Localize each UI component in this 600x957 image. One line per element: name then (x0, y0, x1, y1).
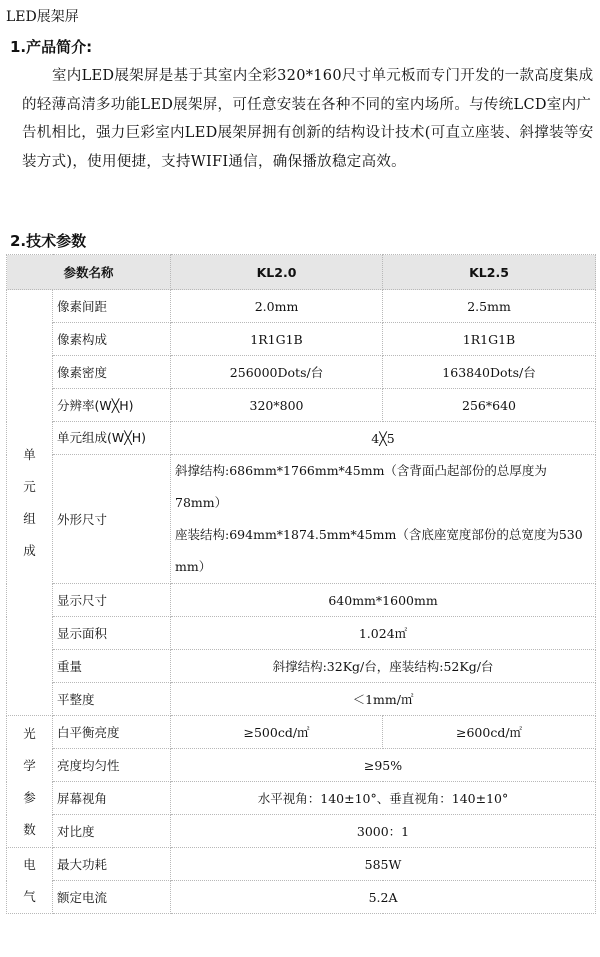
table-row (7, 716, 596, 749)
table-row (7, 683, 596, 716)
table-header-row (7, 255, 596, 290)
table-row (7, 356, 596, 389)
table-row (7, 422, 596, 455)
intro-paragraph: 室内LED展架屏是基于其室内全彩320*160尺寸单元板而专门开发的一款高度集成的轻薄高清多功能LED展架屏，可任意安装在各种不同的室内场所。与传统LCD室内广告机相比，强力巨彩室内LED展架屏拥有创新的结构设计技术(可直立座装、斜撑装等安装方式)，使用便捷，支持WIFI通信，确保播放稳定高效。 (22, 68, 594, 170)
cell-dimensions (171, 455, 596, 584)
row-label: 白平衡亮度 (53, 716, 171, 749)
table-row (7, 881, 596, 914)
row-label: 亮度均匀性 (53, 749, 171, 782)
row-label: 显示面积 (53, 617, 171, 650)
cell-value: 5.2A (171, 881, 596, 914)
cell-kl25: 1R1G1B (383, 323, 596, 356)
row-label: 显示尺寸 (53, 584, 171, 617)
row-label: 像素间距 (53, 290, 171, 323)
cell-kl20: 256000Dots/台 (171, 356, 383, 389)
table-row (7, 815, 596, 848)
cell-kl20: 1R1G1B (171, 323, 383, 356)
table-row (7, 782, 596, 815)
dimension-line-slant: 斜撑结构:686mm*1766mm*45mm（含背面凸起部份的总厚度为78mm） (175, 463, 547, 510)
row-label: 对比度 (53, 815, 171, 848)
cell-value: ＜1mm/㎡ (171, 683, 596, 716)
cell-value: 640mm*1600mm (171, 584, 596, 617)
row-label: 重量 (53, 650, 171, 683)
table-row (7, 848, 596, 881)
group-label-unit: 单 元 组 成 (7, 290, 53, 716)
cell-value: 水平视角：140±10°、垂直视角：140±10° (171, 782, 596, 815)
row-label: 外形尺寸 (53, 455, 171, 584)
cell-value: 1.024㎡ (171, 617, 596, 650)
row-label: 分辨率(W╳H) (53, 389, 171, 422)
group-label-electric: 电 气 (7, 848, 53, 914)
dimension-line-seat: 座装结构:694mm*1874.5mm*45mm（含底座宽度部份的总宽度为530 mm） (175, 527, 583, 574)
doc-title: LED展架屏 (6, 9, 79, 25)
table-row (7, 650, 596, 683)
cell-value: 斜撑结构:32Kg/台，座装结构:52Kg/台 (171, 650, 596, 683)
cell-value: 3000：1 (171, 815, 596, 848)
row-label: 像素密度 (53, 356, 171, 389)
cell-kl25: 256*640 (383, 389, 596, 422)
cell-kl20: 320*800 (171, 389, 383, 422)
header-kl20: KL2.0 (171, 255, 383, 290)
spec-table (6, 254, 596, 914)
cell-kl20: 2.0mm (171, 290, 383, 323)
row-label: 最大功耗 (53, 848, 171, 881)
header-kl25: KL2.5 (383, 255, 596, 290)
cell-value: 585W (171, 848, 596, 881)
row-label: 屏幕视角 (53, 782, 171, 815)
group-label-optical: 光 学 参 数 (7, 716, 53, 848)
header-param-name: 参数名称 (7, 255, 171, 290)
row-label: 单元组成(W╳H) (53, 422, 171, 455)
cell-kl20: ≥500cd/㎡ (171, 716, 383, 749)
table-row (7, 290, 596, 323)
cell-value: ≥95% (171, 749, 596, 782)
table-row (7, 455, 596, 584)
cell-kl25: 163840Dots/台 (383, 356, 596, 389)
table-row (7, 584, 596, 617)
table-row (7, 749, 596, 782)
row-label: 平整度 (53, 683, 171, 716)
row-label: 像素构成 (53, 323, 171, 356)
section-heading-specs: 2.技术参数 (10, 232, 87, 250)
row-label: 额定电流 (53, 881, 171, 914)
table-row (7, 389, 596, 422)
table-row (7, 617, 596, 650)
cell-kl25: 2.5mm (383, 290, 596, 323)
table-row (7, 323, 596, 356)
cell-kl25: ≥600cd/㎡ (383, 716, 596, 749)
cell-value: 4╳5 (171, 422, 596, 455)
section-heading-intro: 1.产品简介: (10, 38, 93, 56)
